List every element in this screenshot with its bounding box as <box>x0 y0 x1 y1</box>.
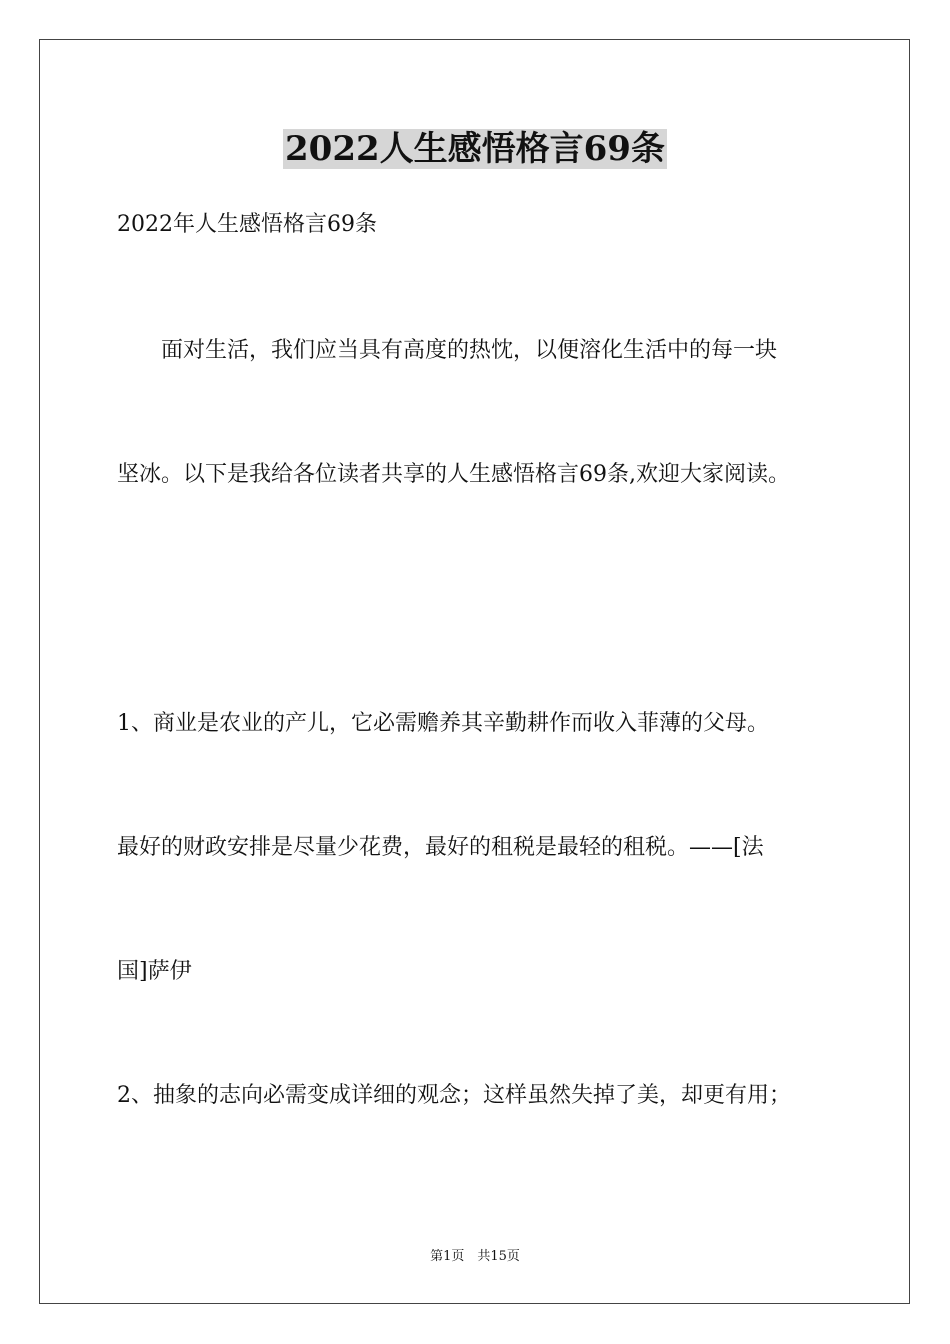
quote-line: 2、抽象的志向必需变成详细的观念；这样虽然失掉了美，却更有用； <box>117 1083 791 1108</box>
paragraph-line: 坚冰。以下是我给各位读者共享的人生感悟格言69条,欢迎大家阅读。 <box>117 462 790 487</box>
document-subtitle: 2022年人生感悟格言69条 <box>117 212 377 237</box>
document-title <box>0 126 950 172</box>
document-title-text: 2022人生感悟格言69条 <box>285 129 665 169</box>
page-footer: 第1页 共15页 <box>430 1249 520 1264</box>
paragraph-line: 面对生活，我们应当具有高度的热忱，以便溶化生活中的每一块 <box>117 338 778 363</box>
quote-line: 最好的财政安排是尽量少花费，最好的租税是最轻的租税。——[法 <box>117 835 764 860</box>
quote-line: 1、商业是农业的产儿，它必需赡养其辛勤耕作而收入菲薄的父母。 <box>117 711 769 736</box>
quote-line: 国]萨伊 <box>117 959 192 984</box>
